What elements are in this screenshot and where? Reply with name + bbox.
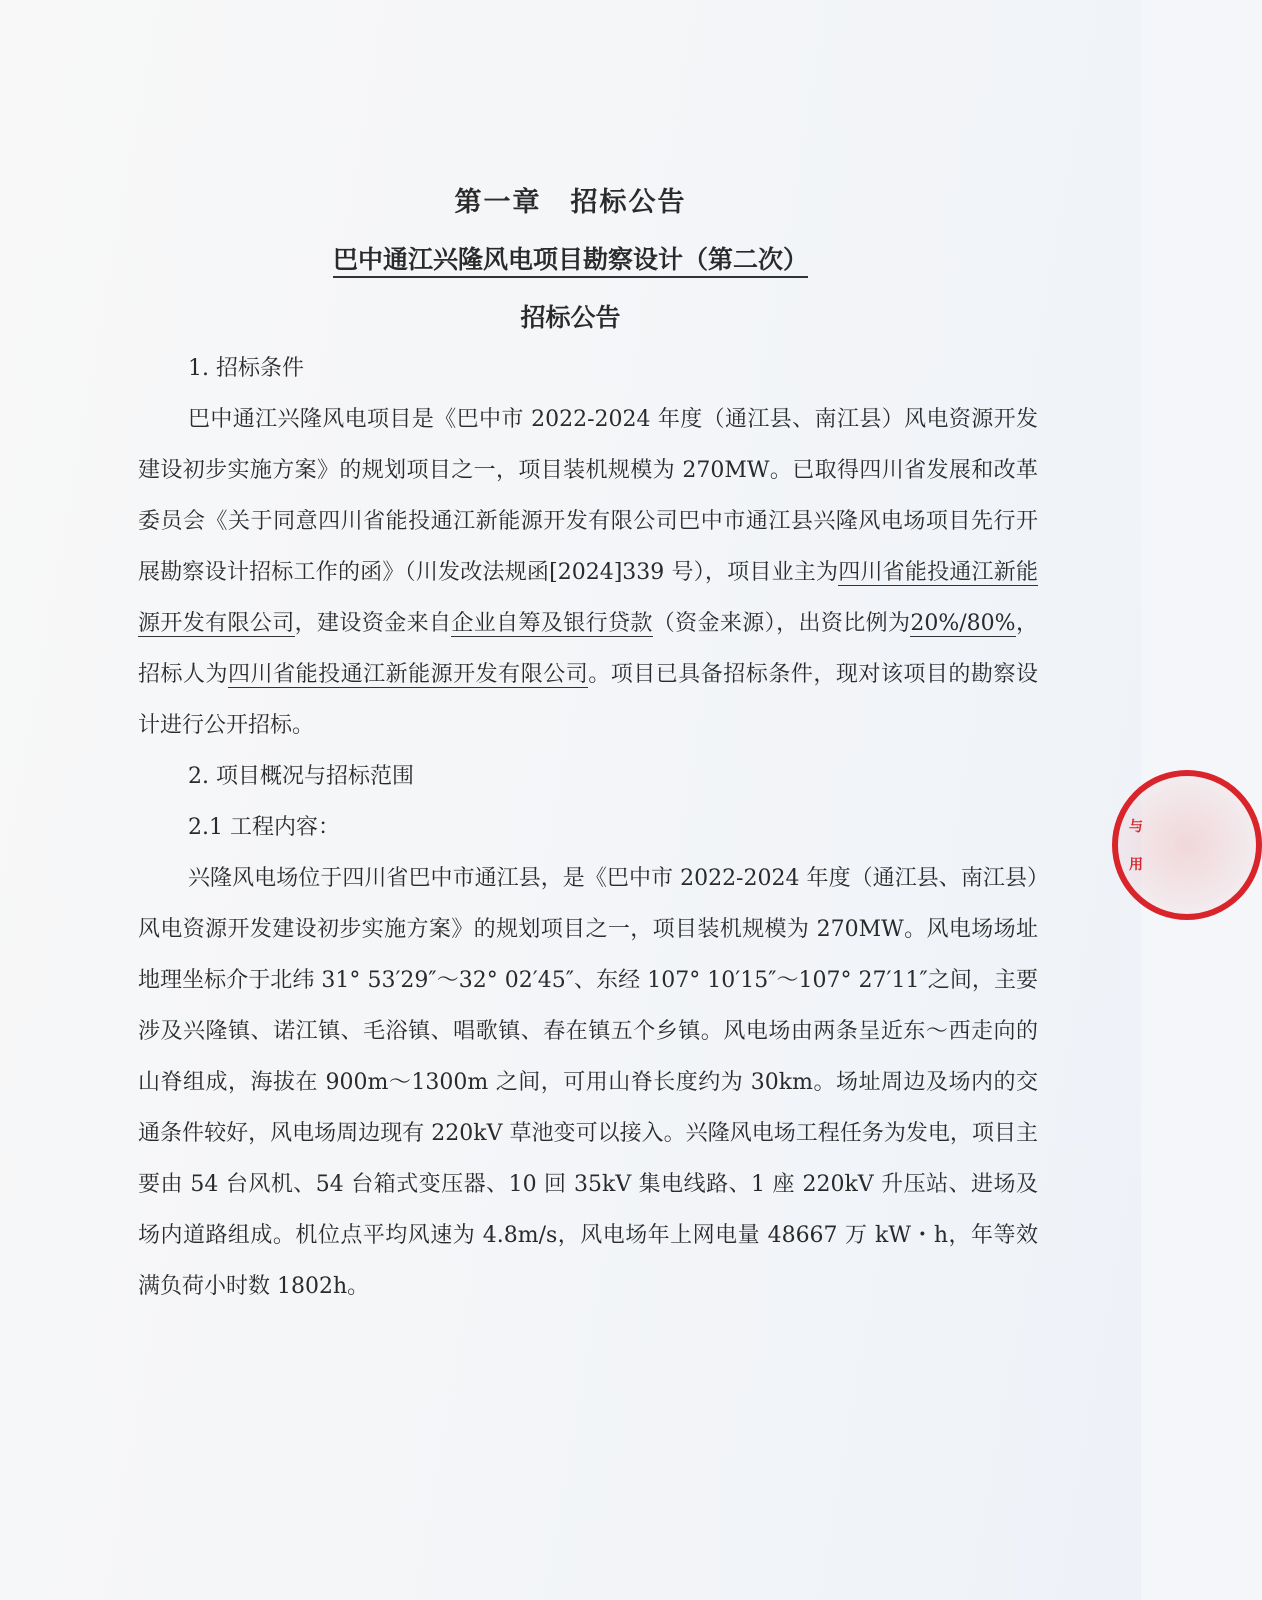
paragraph-text: ，招标人为 [138, 611, 1038, 687]
document-body [138, 343, 1038, 1312]
paragraph-text: （资金来源），出资比例为 [652, 611, 911, 636]
stamp-char: 与 [1129, 819, 1143, 835]
section-1-heading: 1. 招标条件 [188, 356, 304, 381]
paragraph-text: 。项目已具备招标条件，现对该项目的勘察设计进行公开招标。 [138, 662, 1038, 738]
project-title-row [0, 240, 1141, 276]
project-title: 巴中通江兴隆风电项目勘察设计（第二次） [333, 245, 808, 278]
paragraph-text: 巴中通江兴隆风电项目是《巴中市 2022-2024 年度（通江县、南江县）风电资源开发建设初步实施方案》的规划项目之一，项目装机规模为 270MW。已取得四川省发展和改革委员会《关于同意四川省能投通江新能源开发有限公司巴中市通江县兴隆风电场项目先行开展勘察设计招标工作的函》（川发改法规函[2024]339 号），项目业主为 [138, 407, 1038, 585]
section-2-1-heading: 2.1 工程内容： [188, 815, 340, 840]
funding-ratio: 20%/80% [910, 611, 1016, 636]
paragraph-text: ，建设资金来自 [294, 611, 452, 636]
owner-name: 四川省能投通江新能源开发有限公司 [138, 560, 1038, 636]
tenderer-name: 四川省能投通江新能源开发有限公司 [228, 662, 589, 687]
chapter-title: 第一章 招标公告 [454, 187, 687, 218]
stamp-char: 用 [1129, 857, 1143, 873]
red-seal-stamp [1112, 770, 1262, 920]
section-2-1-paragraph: 兴隆风电场位于四川省巴中市通江县，是《巴中市 2022-2024 年度（通江县、南江县）风电资源开发建设初步实施方案》的规划项目之一，项目装机规模为 270MW。风电场场址地理坐标介于北纬 31° 53′29″～32° 02′45″、东经 107° 10′15″～107° 27′11″之间，主要涉及兴隆镇、诺江镇、毛浴镇、唱歌镇、春在镇五个乡镇。风电场由两条呈近东～西走向的山脊组成，海拔在 900m～1300m 之间，可用山脊长度约为 30km。场址周边及场内的交通条件较好，风电场周边现有 220kV 草池变可以接入。兴隆风电场工程任务为发电，项目主要由 54 台风机、54 台箱式变压器、10 回 35kV 集电线路、1 座 220kV 升压站、进场及场内道路组成。机位点平均风速为 4.8m/s，风电场年上网电量 48667 万 kW・h，年等效满负荷小时数 1802h。 [138, 866, 1038, 1299]
section-2-heading: 2. 项目概况与招标范围 [188, 764, 414, 789]
section-1-paragraph [138, 394, 1038, 751]
funding-source: 企业自筹及银行贷款 [451, 611, 653, 636]
notice-subtitle: 招标公告 [520, 303, 621, 332]
